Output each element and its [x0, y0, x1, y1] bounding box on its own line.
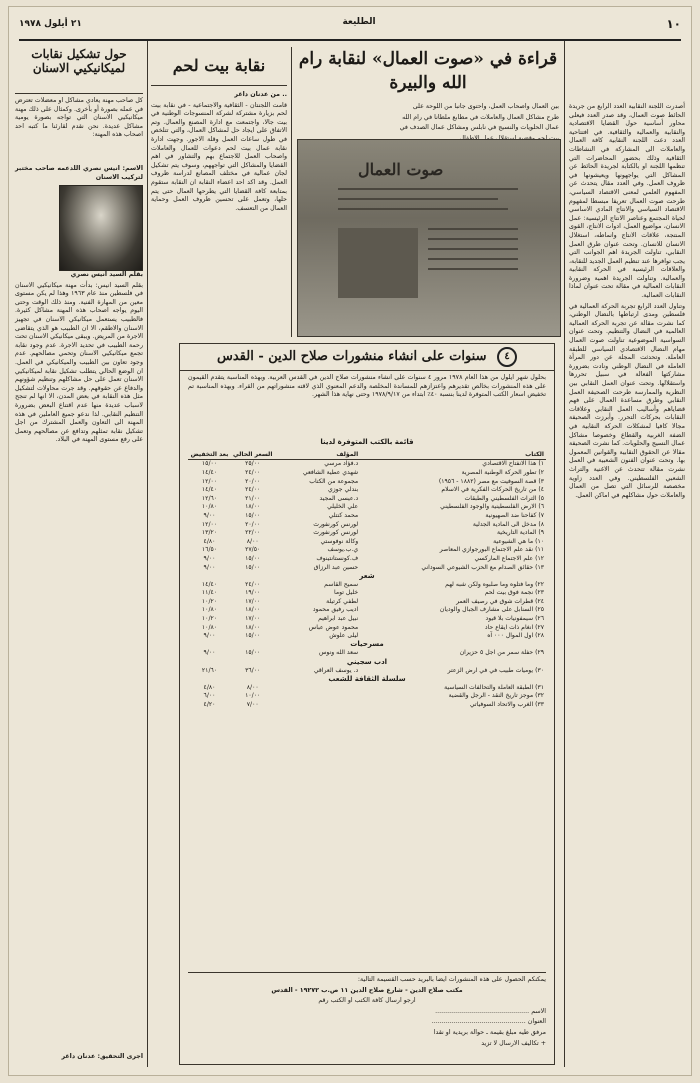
order-address: مكتب صلاح الدين - شارع صلاح الدين ١١ ص.ب ١٩٢٧٢ - القدس	[271, 986, 463, 994]
books-section-title-row	[188, 571, 546, 580]
column-rule	[564, 41, 565, 1067]
dental-body-text: بقلم السيد انيس: بدأت مهنة ميكانيكيي الاسنان في فلسطين منذ عام ١٩٦٣ وهذا لم يكن مستوى معين من المهارة الفنية. ومنذ ذلك الوقت وحتى اليوم يواجه اصحاب هذه المهنة مشاكل كثيرة. فالطبيب يستعمل ميكانيكي الاسنان في تجهيز الاسنان والاطقم، الا ان الطبيب هو الذي يتقاضى الاجرة من المريض. ويبقى ميكانيكي الاسنان تحت رحمة الطبيب في تحديد الاجرة. عدم وجود نقابة تجمع ميكانيكيي الاسنان وتحمي مصالحهم. عدم وجود تعاون بين الطبيب والميكانيكي في العمل. ان الوضع الحالي يتطلب تشكيل نقابة لميكانيكيي الاسنان تعمل على حل مشاكلهم وتنظيم شؤونهم والدفاع عن حقوقهم. وقد جرت محاولات لتشكيل مثل هذه النقابة في بعض المدن، الا انها لم تنجح لاسباب عديدة منها عدم اقتناع البعض بضرورة التنظيم النقابي. لذا ندعو جميع العاملين في هذه المهنة الى التعاون والعمل المشترك من اجل تشكيل نقابة تمثلهم وتدافع عن مصالحهم وتعمل على رفع مستوى المهنة في البلاد.	[15, 281, 143, 444]
books-ad-intro	[188, 374, 546, 434]
book-author	[274, 700, 360, 709]
column-header-title: الكتاب	[360, 450, 546, 459]
book-title: ١٢) علم الاجتماع الماركسي	[474, 554, 544, 562]
books-section-title: مسرحيات	[350, 640, 384, 649]
headline-rule	[15, 93, 143, 94]
book-price: ٣٦/٠٠	[245, 666, 261, 674]
book-discount-price: ١١/٤٠	[201, 589, 218, 597]
book-title: ٢٦) سيمفونيات بلا قيود	[485, 615, 544, 623]
book-price: ١٠/٠٠	[245, 692, 261, 700]
book-author: سميح القاسم	[324, 580, 359, 588]
books-ad-box	[179, 343, 555, 1065]
book-price: ٢٤/٠٠	[245, 486, 261, 494]
book-row	[188, 683, 546, 692]
books-section-title: شعر	[359, 571, 375, 580]
dental-author-caption-text: الاسم: انيس نصري اللدعمه صاحب مختبر لتركيب الاسنان	[15, 165, 143, 181]
book-title: ١٠) ما هي الشيوعية	[493, 537, 544, 545]
dental-intro	[15, 97, 143, 163]
main-article-text-b: وتناول العدد الرابع تجربة الحركة العمالية في فلسطين ومدى ارتباطها بالنضال الوطني، كما نشرت مقالة عن تجربة الحركة العمالية العالمية في النضال والتنظيم. وتحت عنوان السواسية الموضوعية تناولت صوت العمال مهام النضال الاقتصادي السياسي للطبقة العاملة. وتحدثت المجلة عن دور المرأة العاملة في النضال الوطني ونادت بضرورة مشاركتها الفعالة في سبيل تحررها واستقلالها. وتحت عنوان العمل النقابي بين النظرية والممارسة طرحت الصحيفة العمل النقابي وطرق مساعدة العمال على فهم قضاياهم وأساليب العمل النقابي وعلاقات النقابات بحركات التحرر. وأبرزت الصحيفة مجالا كافيا لمشكلات الحركة النقابية في الضفة الغربية والقطاع وخصوصا مشاكل عمال النسيج والحلويات. كما نشرت الصحيفة مقالا عن الحقوق النقابية والقوانين المعمول بها. وتحت عنوان الفنون الشعبية في العمل نشرت مقالة تتحدث عن الاغنية والتراث الشعبي الفلسطيني. وفي العدد زاوية مخصصة للرسائل التي تصل من العمال والعاملات حول مشاكلهم في اماكن العمل.	[569, 302, 685, 499]
book-price: ١٨/٠٠	[245, 503, 261, 511]
bethlehem-byline: .. من عدنان داغر	[234, 91, 287, 98]
book-price: ٢٧/٥٠	[245, 546, 261, 554]
book-title: ٤) من تاريخ الحركات الفكرية في الاسلام	[441, 486, 544, 494]
order-name-label: الاسم	[531, 1007, 546, 1015]
book-author: علي الخليلي	[327, 503, 359, 511]
order-form	[188, 976, 546, 1060]
book-author: لورنس كورنفورث	[313, 529, 359, 537]
book-price: ٢٤/٠٠	[245, 468, 261, 476]
book-discount-price: ١٦/٥٠	[201, 546, 218, 554]
book-title: ٦) الارض الفلسطينية والوجود الفلسطيني	[440, 503, 544, 511]
book-price: ٢٢/٠٠	[245, 529, 261, 537]
book-row	[188, 459, 546, 468]
book-title: ٧) كفاحنا ضد الصهيونية	[485, 511, 544, 519]
book-row	[188, 589, 546, 598]
book-row	[188, 580, 546, 589]
main-article-column-a	[569, 103, 685, 1069]
book-discount-price: ٩/٠٠	[203, 554, 216, 562]
wall-newspaper-photo	[297, 139, 561, 337]
book-title: ٢) تطور الحركة الوطنية المصرية	[461, 468, 544, 476]
book-author: خليل توما	[334, 589, 359, 597]
book-discount-price: ٤/٨٠	[203, 537, 216, 545]
dental-portrait-label: بقلم السيد انيس نصري	[70, 271, 143, 278]
book-author: شهدي عطية الشافعي	[302, 468, 359, 476]
main-article-text-a: أصدرت اللجنة النقابية العدد الرابع من جريدة الحائط صوت العمال، وقد صدر العدد فيعلى محاور أساسية حول القضايا الاقتصادية والنقابية والعمالية والثقافية. في افتتاحية العدد دعت اللجنة النقابية كافة العمال والعاملات الى المشاركة في النشاطات الثقافية وذلك بحضور المحاضرات التي تنظمها اللجنة او بالكتابة لجريدة الحائط عن المشاكل التي يواجهونها ويعيشونها في ظروف العمل. وفي العدد مقال يتحدث عن المفهوم العلمي لمعنى الاقتصاد السياسي، طرحت صوت العمال تعريفا مبسطا لمفهوم الاقتصاد السياسي والانتاج المادي الاساسي لحياة المجتمع وعناصر الانتاج الرئيسية: عمل الانسان، مواضيع العمل، ادوات الانتاج، القوى المنتجة، علاقات الانتاج وانماطه، استغلال الانسان للانسان. وتحت عنوان طرق العمل النقابي، تناولت الجريدة اهم الجوانب التي يجب توافرها عند تنظيم العمل الجديد للنقابة، والعلاقات الرئيسية في الحركة النقابية والعمالية. وتناولت الجريدة اهمية وضرورة النقابات العمالية في مقالة تحت عنوان لماذا النقابات العمالية.	[569, 103, 685, 300]
book-discount-price: ٤/٢٠	[203, 701, 216, 709]
book-price: ١٧/٠٠	[245, 597, 261, 605]
book-price: ١٥/٠٠	[245, 563, 261, 571]
book-row	[188, 520, 546, 529]
book-title: ٢٥) السنابل على مشارف الجبال والوديان	[439, 606, 544, 614]
page-header	[19, 15, 681, 41]
book-title: ٣٢) موجز تاريخ النقد - الرجل والقضية	[448, 692, 544, 700]
photo-inner-title: صوت العمال	[358, 160, 444, 179]
book-row	[188, 700, 546, 709]
book-author	[274, 692, 360, 701]
book-price: ٢٤/٠٠	[245, 580, 261, 588]
book-row	[188, 563, 546, 572]
book-discount-price: ١٢/٠٠	[201, 520, 218, 528]
book-row	[188, 503, 546, 512]
book-discount-price: ١٠/٢٠	[201, 615, 218, 623]
books-section-title: سلسلة الثقافة للشعب	[328, 674, 406, 683]
book-title: ٢٨) اول الموال ٠٠٠ آه	[487, 632, 544, 640]
photo-caption-line: بين العمال واصحاب العمل، واحتوى جانبا من اللوحة على	[412, 103, 559, 110]
book-price: ٧/٠٠	[246, 701, 259, 709]
column-rule	[147, 41, 148, 1067]
book-title: ٢٤) قطرات شوق في رصيف العمر	[456, 597, 544, 605]
column-rule	[291, 47, 292, 337]
book-author: بندلي جوزي	[327, 486, 359, 494]
photo-texture	[298, 140, 560, 336]
book-title: ١٣) حقائق الصدام مع الحزب الشيوعي السوداني	[421, 563, 544, 571]
dental-author-caption	[15, 165, 143, 183]
book-title: ٢٧) انغام ذات ايقاع حاد	[484, 623, 544, 631]
books-section-title-row	[188, 640, 546, 649]
book-title: ٣) قصة السوفيت مع مصر (١٨٨٢ - ١٩٥٦)	[438, 477, 544, 485]
book-discount-price: ١٤/٤٠	[201, 486, 218, 494]
bethlehem-headline: نقابة بيت لحم	[172, 56, 266, 75]
column-header-price: السعر الحالي	[232, 450, 273, 458]
order-name-line: الاسم ...............................................	[435, 1007, 546, 1015]
book-price: ١٩/٠٠	[245, 589, 261, 597]
book-row	[188, 649, 546, 658]
book-discount-price: ١٠/٢٠	[201, 597, 218, 605]
books-list-title: قائمة بالكتب المتوفرة لدينا	[320, 438, 414, 446]
book-discount-price: ١٥/٠٠	[201, 460, 218, 468]
paper-name: الطليعة	[342, 17, 376, 27]
book-price: ٢٠/٠٠	[245, 520, 261, 528]
book-author: د.عيسى المجيد	[319, 494, 359, 502]
book-author: اديب رفيق محمود	[312, 606, 359, 614]
newspaper-page	[8, 6, 692, 1076]
book-title: ٢٣) نجمة فوق بيت لحم	[484, 589, 544, 597]
books-table-header	[188, 450, 546, 459]
books-section-title-row	[188, 657, 546, 666]
book-discount-price: ٦/٠٠	[203, 692, 216, 700]
book-discount-price: ٩/٠٠	[203, 632, 216, 640]
order-address-label: العنوان	[527, 1018, 546, 1026]
book-price: ٨/٠٠	[246, 683, 259, 691]
books-section-title-row	[188, 674, 546, 683]
book-discount-price: ١٠/٨٠	[201, 503, 218, 511]
column-header-discount: بعد التخفيض	[188, 450, 231, 459]
book-row	[188, 546, 546, 555]
dental-signoff	[15, 1053, 143, 1073]
issue-date: ٢١ أيلول ١٩٧٨	[19, 19, 82, 29]
dental-signoff-text: اجرى التحقيق: عدنان داغر	[61, 1053, 143, 1060]
order-address-line: العنوان ...............................................	[431, 1018, 546, 1026]
book-author: مجموعة من الكتاب	[309, 477, 359, 485]
dental-intro-text: كل صاحب مهنة يعادي مشاكل او معضلات تعترض في عمله بصورة أو بأخرى. وكمثال على ذلك مهنة ميكانيكيي الاسنان التي تواجه بصورة يومية مشاكل عديدة. نحن نقدم لقارئنا ما كتبه احد اصحاب هذه المهنة:	[15, 97, 143, 139]
book-row	[188, 597, 546, 606]
main-headline: قراءة في «صوت العمال» لنقابة رام الله والبيرة	[298, 49, 558, 93]
book-author: حسين عبد الرزاق	[313, 563, 359, 571]
book-row	[188, 631, 546, 640]
book-discount-price: ٤/٨٠	[203, 683, 216, 691]
book-author: ي.ب.يوسف	[327, 546, 359, 554]
page-number: ١٠	[666, 17, 681, 31]
book-author: ف.كونستانتينوف	[316, 554, 359, 562]
order-note: يمكنكم الحصول على هذه المنشورات ايضا بالبريد حسب القسيمة التالية:	[357, 976, 546, 983]
order-payment: مرفق طيه مبلغ بقيمة ـ حوالة بريدية او نقدا	[433, 1028, 546, 1036]
book-row	[188, 468, 546, 477]
book-discount-price: ٩/٠٠	[203, 511, 216, 519]
book-price: ١٥/٠٠	[245, 649, 261, 657]
book-title: ١) هذا الانفتاح الاقتصادي	[482, 460, 544, 468]
book-discount-price: ٩/٠٠	[203, 563, 216, 571]
book-row	[188, 606, 546, 615]
photo-caption-line: طرح مشاكل العمال والعاملات في مطابع ملطانا في رام الله	[402, 113, 559, 121]
book-author: لورنس كورنفورث	[313, 520, 359, 528]
book-author: وكالة نوفوستي	[320, 537, 359, 545]
book-price: ٢٥/٠٠	[245, 460, 261, 468]
book-discount-price: ١٣/٢٠	[201, 529, 218, 537]
book-title: ٣١) الطبقة العاملة والتحالفات السياسية	[444, 683, 544, 691]
book-row	[188, 485, 546, 494]
book-row	[188, 494, 546, 503]
book-row	[188, 614, 546, 623]
book-price: ١٥/٠٠	[245, 632, 261, 640]
book-author: محمود عوض عباس	[308, 623, 359, 631]
book-title: ٩) المادية التاريخية	[496, 529, 544, 537]
column-header-author: المؤلف	[274, 450, 360, 459]
author-portrait	[59, 185, 143, 271]
book-row	[188, 528, 546, 537]
book-discount-price: ١٤/٤٠	[201, 580, 218, 588]
book-row	[188, 623, 546, 632]
books-ad-intro-text: بحلول شهر ايلول من هذا العام ١٩٧٨ مرور ٤ سنوات على انشاء منشورات صلاح الدين في القدس العربية. وبهذه المناسبة يتقدم القيمون على هذه المنشورات بخالص تقديرهم واعتزازهم للمساندة المخلصة والدعم المعنوي الذي لاقته منشوراتهم من القراء. وبهذه المناسبة تم تخفيض اسعار الكتب المتوفرة لدينا بنسبة ٤٠٪ ابتداء من ١٩٧٨/٩/١٧ وحتى نهاية هذا الشهر.	[188, 374, 547, 399]
book-discount-price: ٩/٠٠	[203, 649, 216, 657]
book-price: ١٥/٠٠	[245, 511, 261, 519]
book-price: ١٥/٠٠	[245, 554, 261, 562]
years-badge: ٤	[497, 347, 517, 367]
bethlehem-article-body	[151, 91, 287, 337]
bethlehem-text: قامت اللجنتان - الثقافية والاجتماعية - في نقابة بيت لحم بزيارة مشتركة لشركة المنسوجات الوطنية في بيت جالا، واجتمعت مع ادارة المصنع والعمال. وتم الاتفاق على ايجاد حل لمشاكل العمال، والتي تتلخص في طول ساعات العمل وقلة الاجور. وجهت ادارة نقابة عمال بيت لحم دعوات للعمال والعاملات واصحاب العمل للاجتماع بهم والتشاور في اهم القضايا والمشاكل التي تواجههم، وسوف يتم تشكيل لجان عمالية في مختلف المصانع لدراسة ظروف العمل. وقد اكد احد اعضاء النقابة ان النقابة ستقوم بمتابعة كافة القضايا التي يطرحها العمال حتى يتم حلها، وتعمل على تحسين ظروف العمل وحماية العمال من التعسف.	[151, 101, 287, 212]
book-title: ٢٢) وما فتلوه وما صلبوه ولكن شبه لهم	[445, 580, 544, 588]
photo-caption-line: عمال الحلويات والنسيج في نابلس ومشاكل عمال الصدف في	[399, 124, 559, 132]
book-discount-price: ١٠/٨٠	[201, 606, 218, 614]
book-price: ١٨/٠٠	[245, 606, 261, 614]
headline-rule	[151, 85, 287, 86]
book-price: ٢١/٠٠	[245, 494, 261, 502]
order-form-rule	[188, 972, 546, 973]
book-title: ٢٩) حفلة سمر من اجل ٥ حزيران	[459, 649, 544, 657]
book-discount-price: ١٢/٠٠	[201, 477, 218, 485]
book-row	[188, 477, 546, 486]
book-author: لطفي كرتيلة	[326, 597, 359, 605]
books-ad-headline-bar	[180, 344, 554, 371]
dental-headline: حول تشكيل نقابات لميكانيكيي الاسنان	[31, 47, 127, 75]
book-discount-price: ١٤/٤٠	[201, 468, 218, 476]
book-price: ١٧/٠٠	[245, 615, 261, 623]
order-shipping: + تكاليف الارسال لا تزيد	[481, 1039, 546, 1047]
book-discount-price: ٢١/٦٠	[201, 666, 218, 674]
order-request: ارجو ارسال كافة الكتب او الكتب رقم	[318, 997, 416, 1005]
books-table-wrap	[188, 450, 546, 970]
book-title: ١١) نقد علم الاجتماع البورجوازي المعاصر	[439, 546, 544, 554]
book-price: ٢٠/٠٠	[245, 477, 261, 485]
book-author	[274, 683, 360, 692]
book-author: محمد كنتلي	[328, 511, 359, 519]
books-section-title: ادب سجيني	[346, 657, 388, 666]
book-title: ٣٣) الغرب والاتحاد السوفياتي	[469, 701, 544, 709]
book-author: ليلى علوش	[329, 632, 359, 640]
book-row	[188, 511, 546, 520]
books-ad-headline: سنوات على انشاء منشورات صلاح الدين - القدس	[216, 349, 487, 364]
dental-body	[15, 271, 143, 1053]
book-row	[188, 666, 546, 675]
book-discount-price: ١٢/٦٠	[201, 494, 218, 502]
books-table	[188, 450, 546, 709]
book-title: ٥) التراث الفلسطيني والطبقات	[464, 494, 544, 502]
book-price: ٨/٠٠	[246, 537, 259, 545]
book-price: ١٨/٠٠	[245, 623, 261, 631]
book-author: د.فؤاد مرسي	[324, 460, 359, 468]
book-discount-price: ١٠/٨٠	[201, 623, 218, 631]
book-author: سعد الله ونوس	[318, 649, 359, 657]
book-row	[188, 537, 546, 546]
photo-caption	[297, 103, 559, 133]
book-row	[188, 554, 546, 563]
books-table-body	[188, 459, 546, 709]
book-title: ٨) مدخل الى المادية الجدلية	[472, 520, 544, 528]
book-title: ٣٠) يوميات طبيب في في ارض الزعتر	[447, 666, 544, 674]
book-row	[188, 692, 546, 701]
book-author: نبيل عبد ابراهيم	[318, 615, 359, 623]
book-author: د. يوسف العراقي	[313, 666, 359, 674]
